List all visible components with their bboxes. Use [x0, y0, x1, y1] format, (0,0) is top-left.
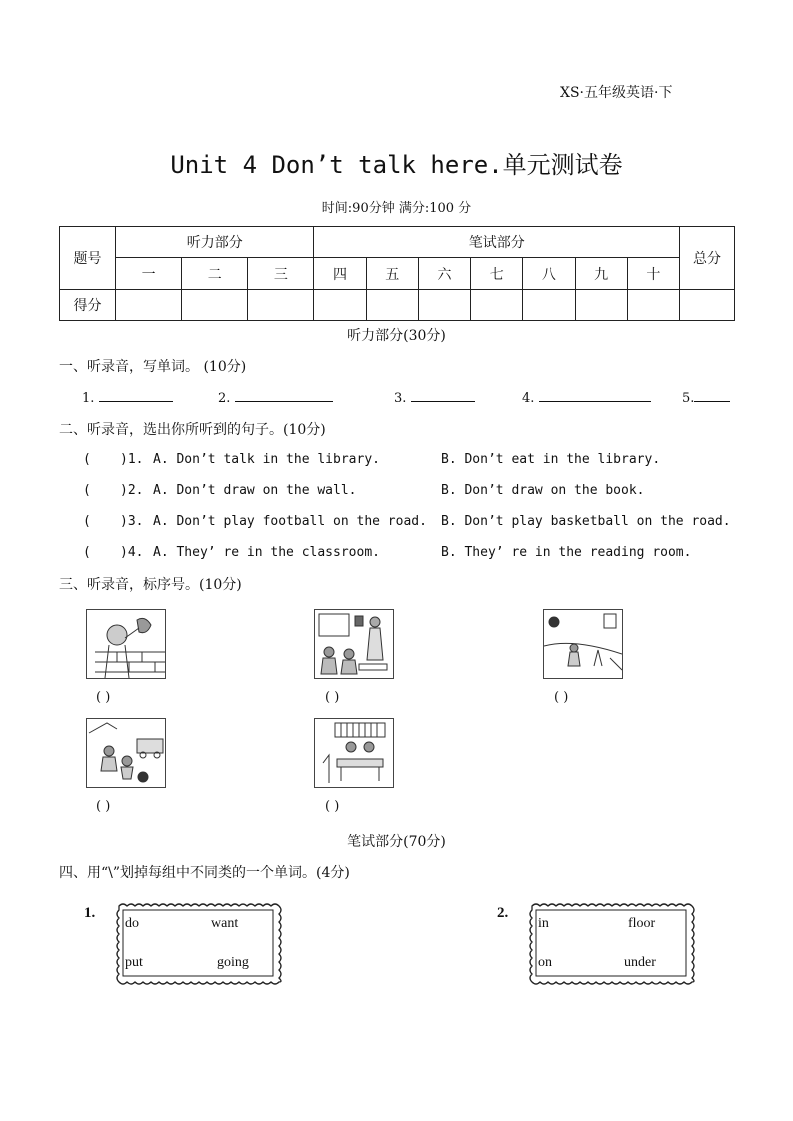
word-group-2 — [526, 900, 688, 980]
word-option[interactable]: do — [125, 916, 139, 931]
question-number: 四 — [314, 258, 366, 290]
picture-reading-room — [314, 718, 394, 788]
choice-b[interactable]: B. Don’t eat in the library. — [441, 452, 661, 467]
picture-classroom — [314, 609, 394, 679]
word-option[interactable]: going — [217, 955, 249, 970]
item-number: 5. — [682, 391, 695, 406]
picture-outdoor-road — [543, 609, 623, 679]
word-option[interactable]: under — [624, 955, 656, 970]
open-paren: ( — [83, 483, 91, 498]
blank-item-2 — [218, 389, 333, 406]
score-cell[interactable] — [418, 290, 470, 321]
word-option[interactable]: on — [538, 955, 552, 970]
score-cell[interactable] — [248, 290, 314, 321]
question-number: 八 — [523, 258, 575, 290]
section4-title: 四、用“\”划掉每组中不同类的一个单词。(4分) — [59, 865, 350, 881]
choice-number: )2. — [120, 483, 144, 498]
section2-title: 二、听录音，选出你所听到的句子。(10分) — [59, 422, 326, 438]
choice-b[interactable]: B. They’ re in the reading room. — [441, 545, 692, 560]
question-number-row — [60, 258, 735, 290]
total-header: 总分 — [680, 227, 735, 290]
blank-item-5 — [682, 389, 730, 406]
question-number: 三 — [248, 258, 314, 290]
word-option[interactable]: floor — [628, 916, 656, 931]
section3-title: 三、听录音，标序号。(10分) — [59, 577, 242, 593]
item-number: 4. — [522, 391, 535, 406]
question-number: 一 — [116, 258, 182, 290]
blank-item-4 — [522, 389, 651, 406]
choice-number: )4. — [120, 545, 144, 560]
score-cell[interactable] — [575, 290, 627, 321]
choice-a[interactable]: A. They’ re in the classroom. — [153, 545, 380, 560]
choice-a[interactable]: A. Don’t draw on the wall. — [153, 483, 357, 498]
choice-a[interactable]: A. Don’t talk in the library. — [153, 452, 380, 467]
choice-b[interactable]: B. Don’t play basketball on the road. — [441, 514, 731, 529]
row-label-number: 题号 — [60, 227, 116, 290]
listening-part-header: 听力部分 — [116, 227, 314, 258]
score-cell[interactable] — [471, 290, 523, 321]
group-number: 2. — [497, 905, 509, 921]
open-paren: ( — [83, 545, 91, 560]
score-cell[interactable] — [314, 290, 366, 321]
open-paren: ( — [83, 452, 91, 467]
score-row — [60, 290, 735, 321]
question-number: 五 — [366, 258, 418, 290]
row-label-score: 得分 — [60, 290, 116, 321]
listening-heading: 听力部分(30分) — [347, 328, 446, 344]
answer-paren[interactable]: ( ) — [554, 690, 569, 705]
item-number: 1. — [82, 391, 95, 406]
question-number: 七 — [471, 258, 523, 290]
picture-playing-football-on-road — [86, 718, 166, 788]
group-number: 1. — [84, 905, 96, 921]
score-cell[interactable] — [680, 290, 735, 321]
word-option[interactable]: want — [211, 916, 239, 931]
answer-paren[interactable]: ( ) — [325, 799, 340, 814]
open-paren: ( — [83, 514, 91, 529]
score-table — [59, 226, 735, 321]
item-number: 3. — [394, 391, 407, 406]
section1-title: 一、听录音，写单词。 (10分) — [59, 359, 247, 375]
choice-number: )3. — [120, 514, 144, 529]
answer-blank[interactable] — [411, 389, 475, 402]
word-option[interactable]: in — [538, 916, 549, 931]
question-number: 九 — [575, 258, 627, 290]
score-cell[interactable] — [627, 290, 679, 321]
answer-blank[interactable] — [694, 389, 730, 402]
answer-paren[interactable]: ( ) — [325, 690, 340, 705]
blank-item-3 — [394, 389, 475, 406]
answer-blank[interactable] — [99, 389, 173, 402]
picture-drawing-on-wall — [86, 609, 166, 679]
word-option[interactable]: put — [125, 955, 143, 970]
question-number: 二 — [182, 258, 248, 290]
item-number: 2. — [218, 391, 231, 406]
answer-blank[interactable] — [235, 389, 333, 402]
question-number: 六 — [418, 258, 470, 290]
score-cell[interactable] — [182, 290, 248, 321]
header-tag: XS·五年级英语·下 — [560, 85, 673, 101]
blank-item-1 — [82, 389, 173, 406]
word-group-1 — [113, 900, 275, 980]
writing-part-header: 笔试部分 — [314, 227, 680, 258]
answer-paren[interactable]: ( ) — [96, 690, 111, 705]
choice-number: )1. — [120, 452, 144, 467]
writing-heading: 笔试部分(70分) — [347, 834, 446, 850]
answer-blank[interactable] — [539, 389, 651, 402]
question-number: 十 — [627, 258, 679, 290]
page-title: Unit 4 Don’t talk here.单元测试卷 — [170, 151, 623, 179]
score-cell[interactable] — [366, 290, 418, 321]
choice-b[interactable]: B. Don’t draw on the book. — [441, 483, 645, 498]
exam-time-score: 时间:90分钟 满分:100 分 — [321, 201, 472, 216]
score-cell[interactable] — [116, 290, 182, 321]
answer-paren[interactable]: ( ) — [96, 799, 111, 814]
choice-a[interactable]: A. Don’t play football on the road. — [153, 514, 427, 529]
score-cell[interactable] — [523, 290, 575, 321]
